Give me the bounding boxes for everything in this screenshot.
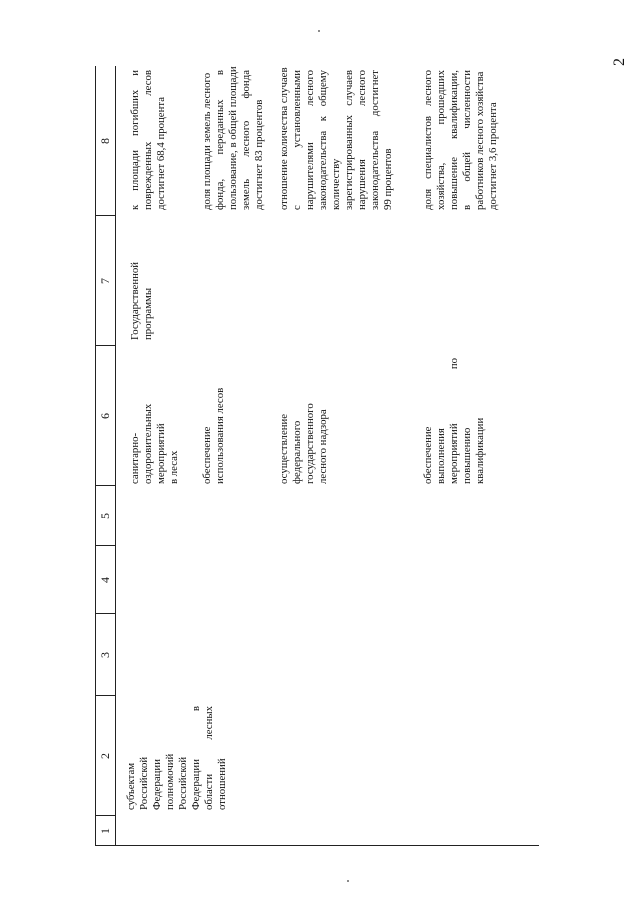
column-number: 7 — [98, 278, 112, 284]
col2-line: полномочий — [164, 753, 176, 810]
col8-line: отношение количества случаев — [278, 67, 290, 210]
rotated-table — [95, 66, 539, 846]
col8-row2-cell — [201, 66, 266, 210]
col6-line: в лесах — [168, 450, 180, 484]
col6-row2-cell — [201, 356, 227, 484]
col2-line: Федерации в — [190, 706, 202, 810]
col6-line: использования лесов — [214, 387, 226, 484]
col6-line: оздоровительных — [142, 403, 154, 484]
col8-row1-cell — [129, 70, 168, 210]
col7-cell — [129, 220, 155, 340]
col8-line: к площади погибших и — [129, 70, 141, 210]
col6-row1-cell — [129, 356, 181, 484]
col8-line: в общей численности — [461, 70, 473, 210]
col7-line: Государственной — [129, 261, 141, 340]
col8-line: с установленными — [291, 70, 303, 210]
column-divider — [95, 845, 539, 846]
col8-line: доля площади земель лесного — [201, 72, 213, 210]
col2-line: Российской — [177, 756, 189, 810]
col8-line: достигнет 68,4 процента — [155, 96, 167, 210]
col8-line: 99 процентов — [382, 148, 394, 210]
col6-line: мероприятий по — [448, 358, 460, 484]
col6-line: санитарно- — [129, 432, 141, 484]
col2-cell — [125, 706, 229, 810]
column-number: 5 — [98, 513, 112, 519]
column-number: 4 — [98, 577, 112, 583]
column-number: 6 — [98, 413, 112, 419]
col2-line: Федерации — [151, 759, 163, 810]
col8-line: доля специалистов лесного — [422, 70, 434, 210]
col6-line: квалификации — [474, 417, 486, 484]
col2-line: Российской — [138, 756, 150, 810]
col8-line: фонда, переданных в — [214, 70, 226, 210]
col8-line: количеству — [330, 158, 342, 210]
page-number: 2 — [611, 58, 628, 66]
col8-line: нарушителями лесного — [304, 70, 316, 210]
column-number: 2 — [98, 753, 112, 759]
col6-line: осуществление — [278, 413, 290, 484]
col8-line: поврежденных лесов — [142, 70, 154, 210]
col8-line: достигнет 3,6 процента — [487, 102, 499, 210]
table-top-border — [95, 66, 96, 846]
col6-line: мероприятий — [155, 423, 167, 484]
col8-line: достигнет 83 процентов — [253, 99, 265, 210]
col8-line: пользование, в общей площади — [227, 66, 239, 210]
col6-line: лесного надзора — [317, 409, 329, 484]
col8-line: земель лесного фонда — [240, 70, 252, 210]
col6-line: федерального — [291, 420, 303, 484]
scan-speck — [318, 30, 320, 32]
col2-line: области лесных — [203, 706, 215, 810]
col7-line: программы — [142, 287, 154, 340]
header-separator — [115, 66, 116, 846]
col8-line: работников лесного хозяйства — [474, 71, 486, 210]
column-number: 1 — [98, 828, 112, 834]
column-number: 3 — [98, 652, 112, 658]
col6-line: выполнения — [435, 428, 447, 484]
col6-line: повышению — [461, 427, 473, 484]
col8-row4-cell — [422, 70, 500, 210]
col8-line: законодательства к общему — [317, 70, 329, 210]
col6-line: государственного — [304, 403, 316, 484]
col8-row3-cell — [278, 67, 395, 210]
col8-line: зарегистрированных случаев — [343, 70, 355, 210]
col6-row3-cell — [278, 356, 330, 484]
col8-line: нарушения лесного — [356, 70, 368, 210]
col6-row4-cell — [422, 358, 487, 484]
col2-line: субъектам — [125, 762, 137, 810]
column-number: 8 — [98, 138, 112, 144]
col8-line: хозяйства, прошедших — [435, 70, 447, 210]
col2-line: отношений — [216, 758, 228, 810]
col8-line: повышение квалификации, — [448, 70, 460, 210]
scan-speck — [347, 880, 349, 882]
col6-line: обеспечение — [422, 426, 434, 484]
col6-line: обеспечение — [201, 426, 213, 484]
col8-line: законодательства достигнет — [369, 70, 381, 210]
